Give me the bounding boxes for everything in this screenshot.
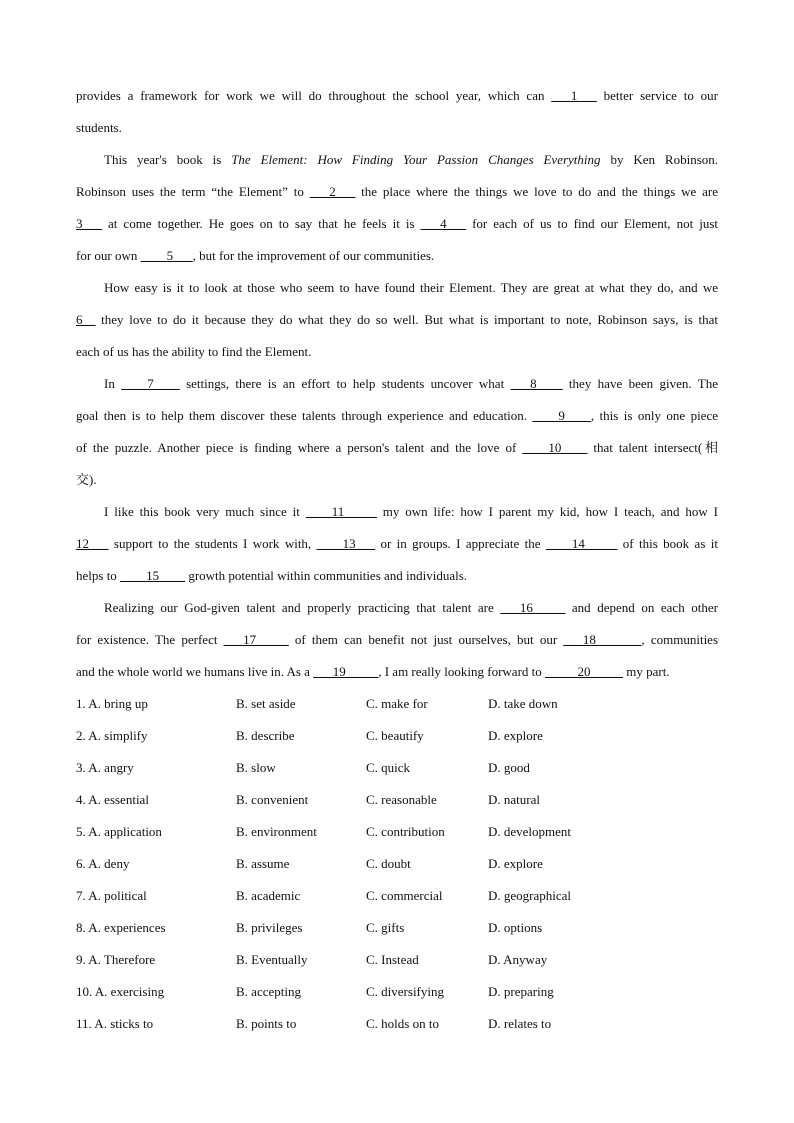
option-b: B. assume bbox=[236, 856, 290, 871]
blank-6: 6__ bbox=[76, 312, 96, 327]
blank-5: ____5___ bbox=[140, 248, 193, 263]
passage-line bbox=[76, 534, 718, 554]
text: each of us has the ability to find the Element. bbox=[76, 344, 312, 359]
option-a: 9. A. Therefore bbox=[76, 952, 156, 967]
text: and the whole world we humans live in. As a bbox=[76, 664, 314, 679]
blank-8: ___8____ bbox=[510, 376, 563, 391]
options-row-3 bbox=[76, 758, 676, 778]
option-c: C. holds on to bbox=[366, 1016, 439, 1031]
option-a: 4. A. essential bbox=[76, 792, 149, 807]
passage-line bbox=[76, 406, 718, 426]
passage-line bbox=[76, 214, 718, 234]
text: settings, there is an effort to help students uncover what bbox=[179, 376, 511, 391]
text: better service to our bbox=[596, 88, 718, 103]
option-d: D. geographical bbox=[488, 888, 572, 903]
option-c: C. beautify bbox=[366, 728, 424, 743]
passage-line bbox=[76, 630, 718, 650]
text: my part. bbox=[623, 664, 670, 679]
option-d: D. preparing bbox=[488, 984, 554, 999]
text: helps to bbox=[76, 568, 121, 583]
option-a: 10. A. exercising bbox=[76, 984, 165, 999]
option-d: D. options bbox=[488, 920, 543, 935]
blank-17: ___17_____ bbox=[223, 632, 289, 647]
options-row-9 bbox=[76, 950, 676, 970]
blank-18: ___18_______ bbox=[563, 632, 642, 647]
passage-line bbox=[76, 502, 718, 522]
option-b: B. points to bbox=[236, 1016, 297, 1031]
text: or in groups. I appreciate the bbox=[375, 536, 546, 551]
option-a: 1. A. bring up bbox=[76, 696, 148, 711]
text: at come together. He goes on to say that he feels it is bbox=[102, 216, 421, 231]
passage-line bbox=[76, 438, 718, 458]
option-d: D. explore bbox=[488, 856, 543, 871]
option-c: C. make for bbox=[366, 696, 428, 711]
passage-line bbox=[76, 310, 718, 330]
text: provides a framework for work we will do throughout the school year, which can bbox=[76, 88, 552, 103]
options-row-7 bbox=[76, 886, 676, 906]
blank-2: ___2___ bbox=[309, 184, 356, 199]
passage-line bbox=[76, 118, 718, 138]
option-c: C. diversifying bbox=[366, 984, 444, 999]
option-a: 11. A. sticks to bbox=[76, 1016, 154, 1031]
option-a: 3. A. angry bbox=[76, 760, 134, 775]
option-c: C. doubt bbox=[366, 856, 411, 871]
passage-line bbox=[76, 342, 718, 362]
option-c: C. reasonable bbox=[366, 792, 437, 807]
passage-line bbox=[76, 278, 718, 298]
option-a: 7. A. political bbox=[76, 888, 147, 903]
blank-19: ___19_____ bbox=[313, 664, 379, 679]
blank-13: ____13___ bbox=[316, 536, 376, 551]
book-title: The Element: How Finding Your Passion Changes Everything bbox=[231, 152, 601, 167]
passage-line bbox=[76, 86, 718, 106]
text: students. bbox=[76, 120, 122, 135]
option-a: 6. A. deny bbox=[76, 856, 130, 871]
text: 交). bbox=[76, 472, 97, 487]
options-row-11 bbox=[76, 1014, 676, 1034]
option-a: 2. A. simplify bbox=[76, 728, 148, 743]
options-row-5 bbox=[76, 822, 676, 842]
text: , this is only one piece bbox=[590, 408, 718, 423]
passage-line bbox=[76, 566, 718, 586]
option-b: B. convenient bbox=[236, 792, 309, 807]
options-row-6 bbox=[76, 854, 676, 874]
text: This year's book is bbox=[104, 152, 232, 167]
passage-line bbox=[76, 598, 718, 618]
options-row-10 bbox=[76, 982, 676, 1002]
text: for existence. The perfect bbox=[76, 632, 224, 647]
text: and depend on each other bbox=[565, 600, 718, 615]
text: , communities bbox=[641, 632, 718, 647]
passage-line bbox=[76, 662, 718, 682]
text: , but for the improvement of our communities. bbox=[192, 248, 435, 263]
option-b: B. slow bbox=[236, 760, 276, 775]
passage-line bbox=[76, 470, 718, 490]
text: , I am really looking forward to bbox=[378, 664, 546, 679]
option-b: B. accepting bbox=[236, 984, 301, 999]
blank-16: ___16_____ bbox=[500, 600, 566, 615]
passage-line bbox=[76, 374, 718, 394]
blank-15: ____15____ bbox=[120, 568, 186, 583]
blank-14: ____14_____ bbox=[545, 536, 618, 551]
passage-line bbox=[76, 246, 718, 266]
option-b: B. describe bbox=[236, 728, 295, 743]
option-d: D. natural bbox=[488, 792, 540, 807]
option-b: B. set aside bbox=[236, 696, 296, 711]
text: of the puzzle. Another piece is finding where a person's talent and the love of bbox=[76, 440, 523, 455]
passage-line bbox=[76, 150, 718, 170]
text: I like this book very much since it bbox=[104, 504, 306, 519]
text: my own life: how I parent my kid, how I teach, and how I bbox=[376, 504, 718, 519]
option-c: C. Instead bbox=[366, 952, 419, 967]
option-d: D. relates to bbox=[488, 1016, 552, 1031]
blank-4: ___4___ bbox=[420, 216, 467, 231]
option-b: B. academic bbox=[236, 888, 301, 903]
option-c: C. gifts bbox=[366, 920, 405, 935]
text: Realizing our God-given talent and properly practicing that talent are bbox=[104, 600, 501, 615]
blank-3: 3___ bbox=[76, 216, 102, 231]
option-c: C. commercial bbox=[366, 888, 443, 903]
option-d: D. good bbox=[488, 760, 530, 775]
option-a: 8. A. experiences bbox=[76, 920, 166, 935]
blank-9: ____9____ bbox=[532, 408, 591, 423]
blank-10: ____10____ bbox=[522, 440, 588, 455]
options-row-1 bbox=[76, 694, 676, 714]
options-row-2 bbox=[76, 726, 676, 746]
text: that talent intersect(相 bbox=[587, 440, 718, 455]
option-a: 5. A. application bbox=[76, 824, 162, 839]
text: How easy is it to look at those who seem to have found their Element. They are great at what they do, and we bbox=[104, 280, 718, 295]
text: Robinson uses the term “the Element” to bbox=[76, 184, 310, 199]
options-row-8 bbox=[76, 918, 676, 938]
option-d: D. development bbox=[488, 824, 572, 839]
option-d: D. explore bbox=[488, 728, 543, 743]
text: the place where the things we love to do and the things we are bbox=[355, 184, 718, 199]
text: by Ken Robinson. bbox=[600, 152, 718, 167]
option-b: B. Eventually bbox=[236, 952, 308, 967]
text: growth potential within communities and individuals. bbox=[185, 568, 468, 583]
option-d: D. Anyway bbox=[488, 952, 548, 967]
option-b: B. environment bbox=[236, 824, 317, 839]
text: of them can benefit not just ourselves, but our bbox=[288, 632, 564, 647]
text: goal then is to help them discover these talents through experience and education. bbox=[76, 408, 533, 423]
blank-20: _____20_____ bbox=[545, 664, 624, 679]
blank-1: ___1___ bbox=[551, 88, 597, 103]
text: for each of us to find our Element, not just bbox=[466, 216, 718, 231]
blank-12: 12___ bbox=[76, 536, 109, 551]
text: In bbox=[104, 376, 122, 391]
text: they love to do it because they do what they do so well. But what is important to note, Robinson says, is that bbox=[95, 312, 718, 327]
option-b: B. privileges bbox=[236, 920, 303, 935]
text: for our own bbox=[76, 248, 141, 263]
blank-7: ____7____ bbox=[121, 376, 180, 391]
option-c: C. contribution bbox=[366, 824, 445, 839]
text: of this book as it bbox=[617, 536, 718, 551]
text: support to the students I work with, bbox=[108, 536, 317, 551]
option-d: D. take down bbox=[488, 696, 558, 711]
blank-11: ____11_____ bbox=[305, 504, 377, 519]
text: they have been given. The bbox=[562, 376, 718, 391]
options-row-4 bbox=[76, 790, 676, 810]
option-c: C. quick bbox=[366, 760, 411, 775]
passage-line bbox=[76, 182, 718, 202]
